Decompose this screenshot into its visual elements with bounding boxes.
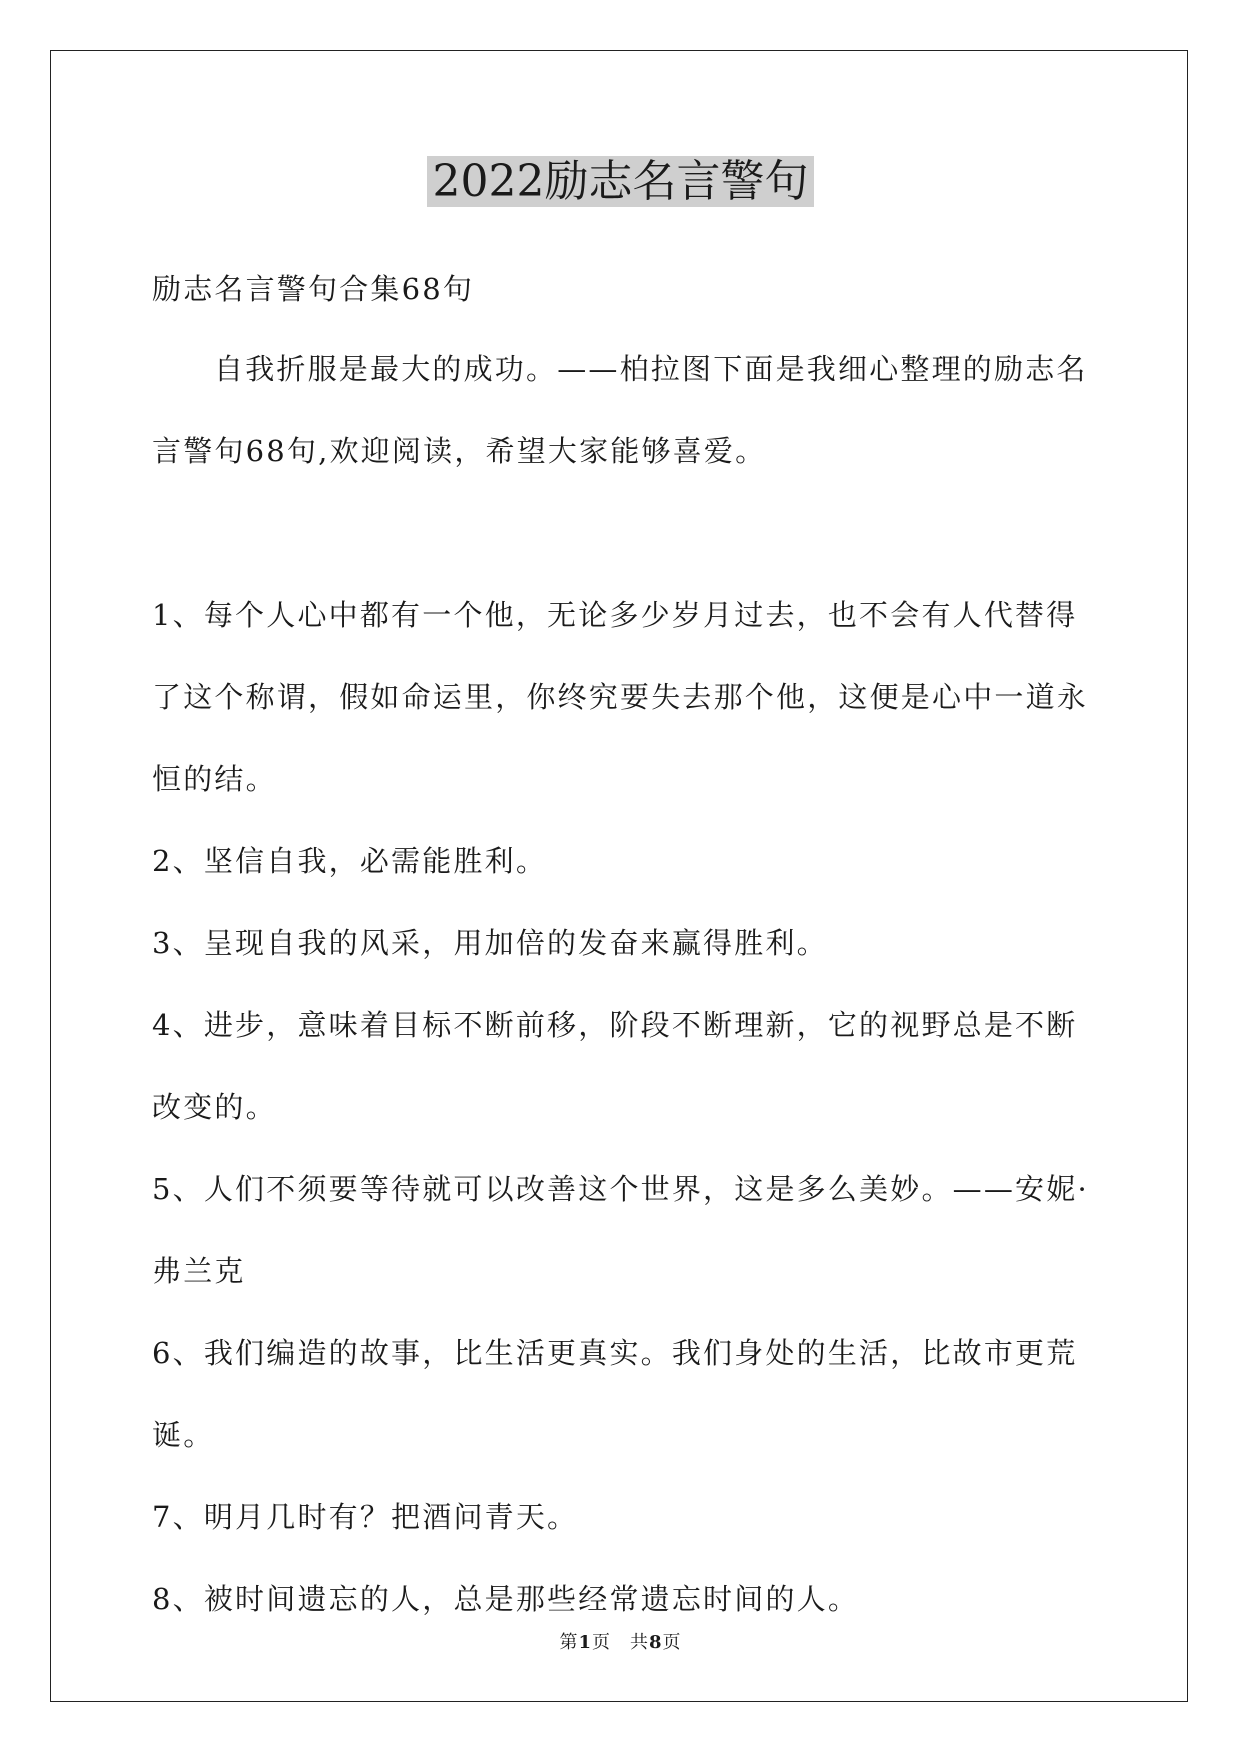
subtitle: 励志名言警句合集68句: [152, 272, 475, 306]
quote-item: 7、明月几时有？把酒问青天。: [152, 1500, 579, 1534]
quote-item: 4、进步，意味着目标不断前移，阶段不断理新，它的视野总是不断改变的。: [152, 1008, 1078, 1124]
quote-item: 5、人们不须要等待就可以改善这个世界，这是多么美妙。——安妮·弗兰克: [152, 1172, 1089, 1288]
page-suffix: 页: [662, 1632, 682, 1653]
quote-item: 3、呈现自我的风采，用加倍的发奋来赢得胜利。: [152, 926, 828, 960]
title-text: 2022励志名言警句: [427, 156, 815, 207]
quote-item: 6、我们编造的故事，比生活更真实。我们身处的生活，比故市更荒诞。: [152, 1336, 1078, 1452]
intro-paragraph: 自我折服是最大的成功。——柏拉图下面是我细心整理的励志名言警句68句,欢迎阅读，希望大家能够喜爱。: [152, 352, 1088, 468]
document-body: [152, 258, 1092, 1640]
current-page-number: 1: [578, 1632, 592, 1653]
paragraph-gap: [152, 492, 1092, 574]
page-prefix: 第: [559, 1632, 579, 1653]
quote-item: 8、被时间遗忘的人，总是那些经常遗忘时间的人。: [152, 1582, 860, 1616]
total-pages-number: 8: [649, 1632, 663, 1653]
page-footer: [0, 1628, 1241, 1654]
quote-item: 1、每个人心中都有一个他，无论多少岁月过去，也不会有人代替得了这个称谓，假如命运里，你终究要失去那个他，这便是心中一道永恒的结。: [152, 598, 1089, 796]
quote-item: 2、坚信自我，必需能胜利。: [152, 844, 548, 878]
document-title: [0, 152, 1241, 212]
page-mid: 页 共: [592, 1632, 649, 1653]
